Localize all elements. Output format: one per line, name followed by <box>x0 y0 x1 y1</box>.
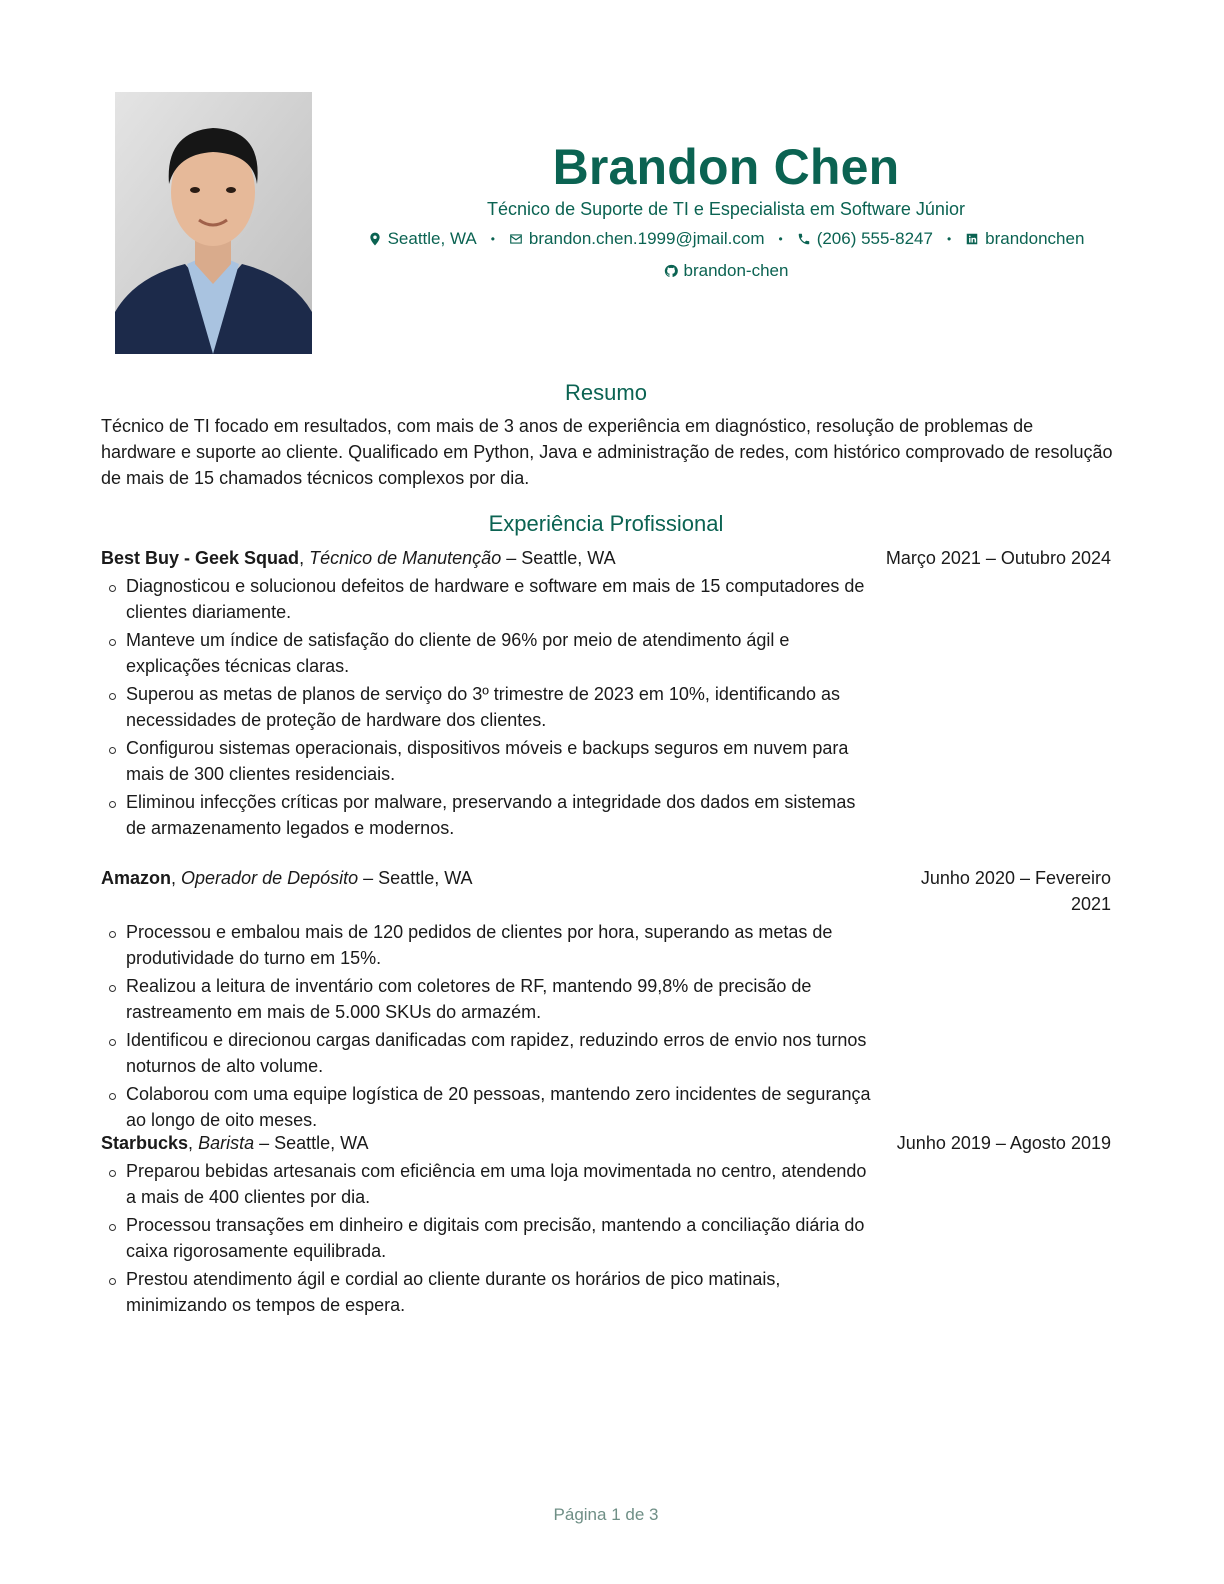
contact-location <box>368 229 477 249</box>
job-bullets <box>101 1158 871 1318</box>
list-item: Processou transações em dinheiro e digitais com precisão, mantendo a conciliação diária do caixa rigorosamente equilibrada. <box>101 1212 871 1264</box>
summary-text: Técnico de TI focado em resultados, com mais de 3 anos de experiência em diagnóstico, resolução de problemas de hardware e suporte ao cliente. Qualificado em Python, Java e administração de redes, com histórico comprovado de resolução de mais de 15 chamados técnicos complexos por dia. <box>101 416 1113 488</box>
list-item: Superou as metas de planos de serviço do 3º trimestre de 2023 em 10%, identificando as necessidades de proteção de hardware dos clientes. <box>101 681 871 733</box>
job-entry <box>101 1130 1111 1320</box>
experience-heading: Experiência Profissional <box>488 511 724 536</box>
email-link[interactable]: brandon.chen.1999@jmail.com <box>528 229 765 248</box>
contact-row <box>330 229 1122 249</box>
separator: • <box>946 232 952 246</box>
phone-link[interactable]: (206) 555-8247 <box>816 229 933 248</box>
github-link[interactable]: brandon-chen <box>683 261 789 280</box>
list-item: Realizou a leitura de inventário com coletores de RF, mantendo 99,8% de precisão de rastreamento em mais de 5.000 SKUs do armazém. <box>101 973 871 1025</box>
job-role: Operador de Depósito <box>181 868 359 888</box>
phone-icon <box>797 232 811 246</box>
linkedin-icon <box>965 232 979 246</box>
list-item: Eliminou infecções críticas por malware, preservando a integridade dos dados em sistemas de armazenamento legados e modernos. <box>101 789 871 841</box>
github-icon <box>664 264 678 278</box>
list-item: Preparou bebidas artesanais com eficiência em uma loja movimentada no centro, atendendo a mais de 400 clientes por dia. <box>101 1158 871 1210</box>
job-company: Starbucks <box>101 1133 189 1153</box>
job-header <box>101 865 1111 917</box>
separator: • <box>778 232 783 246</box>
header <box>330 140 1122 281</box>
list-item: Prestou atendimento ágil e cordial ao cliente durante os horários de pico matinais, minimizando os tempos de espera. <box>101 1266 871 1318</box>
contact-row-2 <box>330 261 1122 281</box>
contact-github[interactable] <box>664 261 789 281</box>
job-bullets <box>101 919 871 1133</box>
profile-photo <box>115 92 312 354</box>
job-location: – Seattle, WA <box>506 548 616 568</box>
list-item: Manteve um índice de satisfação do cliente de 96% por meio de atendimento ágil e explicações técnicas claras. <box>101 627 871 679</box>
contact-linkedin[interactable] <box>965 229 1084 249</box>
job-company: Best Buy - Geek Squad <box>101 548 300 568</box>
job-title-line: Best Buy - Geek Squad, Técnico de Manutenção – Seattle, WA <box>101 548 616 568</box>
list-item: Identificou e direcionou cargas danificadas com rapidez, reduzindo erros de envio nos turnos noturnos de alto volume. <box>101 1027 871 1079</box>
job-bullets <box>101 573 871 841</box>
job-role: Técnico de Manutenção <box>309 548 502 568</box>
contact-phone[interactable] <box>797 229 933 249</box>
list-item: Diagnosticou e solucionou defeitos de hardware e software em mais de 15 computadores de clientes diariamente. <box>101 573 871 625</box>
job-title-line: Amazon, Operador de Depósito – Seattle, WA <box>101 868 473 888</box>
job-company: Amazon <box>101 868 172 888</box>
job-location: – Seattle, WA <box>363 868 473 888</box>
job-title: Técnico de Suporte de TI e Especialista em Software Júnior <box>487 199 965 219</box>
location-pin-icon <box>368 232 382 246</box>
candidate-name: Brandon Chen <box>552 139 900 195</box>
envelope-icon <box>509 232 523 246</box>
job-entry <box>101 865 1111 1135</box>
contact-email[interactable] <box>509 229 765 249</box>
job-role: Barista <box>198 1133 255 1153</box>
job-header <box>101 1130 1111 1156</box>
location-text: Seattle, WA <box>387 229 477 248</box>
page-number: Página 1 de 3 <box>553 1505 659 1524</box>
list-item: Processou e embalou mais de 120 pedidos de clientes por hora, superando as metas de produtividade do turno em 15%. <box>101 919 871 971</box>
summary-heading: Resumo <box>565 380 647 405</box>
job-title-line: Starbucks, Barista – Seattle, WA <box>101 1133 369 1153</box>
job-header <box>101 545 1111 571</box>
profile-photo-image <box>115 92 312 354</box>
job-location: – Seattle, WA <box>259 1133 369 1153</box>
separator: • <box>490 232 495 246</box>
job-dates: Março 2021 – Outubro 2024 <box>885 548 1111 568</box>
linkedin-link[interactable]: brandonchen <box>985 229 1085 248</box>
list-item: Colaborou com uma equipe logística de 20 pessoas, mantendo zero incidentes de segurança ao longo de oito meses. <box>101 1081 871 1133</box>
job-dates: Junho 2019 – Agosto 2019 <box>896 1133 1111 1153</box>
job-dates: Junho 2020 – Fevereiro 2021 <box>920 868 1111 914</box>
job-entry <box>101 545 1111 843</box>
list-item: Configurou sistemas operacionais, dispositivos móveis e backups seguros em nuvem para mais de 300 clientes residenciais. <box>101 735 871 787</box>
